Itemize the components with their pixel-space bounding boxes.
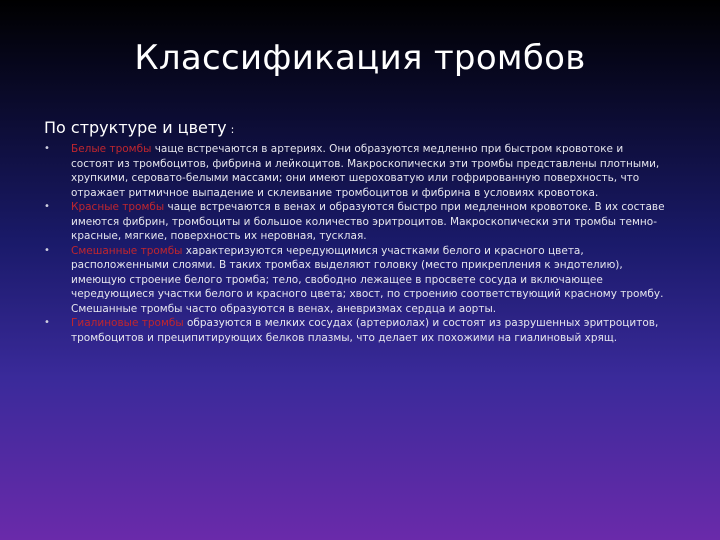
- term-description: характеризуются чередующимися участками белого и красного цвета, расположенными слоями. В таких тромбах выделяют головку (место прикрепления к эндотелию), имеющую строение белого тромба; тело, свободно лежащее в просвете сосуда и включающее чередующиеся участки белого и красного цвета; хвост, по строению соответствующий красному тромбу. Смешанные тромбы часто образуются в венах, аневризмах сердца и аорты.: [71, 244, 664, 315]
- term-description: чаще встречаются в артериях. Они образуются медленно при быстром кровотоке и состоят из тромбоцитов, фибрина и лейкоцитов. Макроскопически эти тромбы представлены плотными, хрупкими, серовато-белыми массами; они имеют шероховатую или гофрированную поверхность, что отражает ритмичное выпадение и склеивание тромбоцитов и фибрина в условиях кровотока.: [71, 143, 660, 199]
- term-label: Красные тромбы: [71, 201, 165, 213]
- bullet-icon: •: [44, 317, 50, 328]
- subtitle-text: По структуре и цвету: [44, 118, 227, 137]
- term-label: Белые тромбы: [71, 143, 152, 155]
- list-item-white-thrombi: [44, 142, 669, 200]
- list-item-mixed-thrombi: [44, 244, 669, 317]
- bullet-icon: •: [44, 244, 50, 256]
- section-subtitle: [44, 118, 234, 137]
- subtitle-colon: :: [230, 123, 235, 136]
- term-description: чаще встречаются в венах и образуются быстро при медленном кровотоке. В их составе имеются фибрин, тромбоциты и большое количество эритроцитов. Макроскопически эти тромбы темно-красные, мягкие, поверхность их неровная, тусклая.: [71, 201, 665, 242]
- bullet-icon: •: [44, 143, 50, 154]
- term-label: Смешанные тромбы: [71, 244, 183, 257]
- list-item-red-thrombi: [44, 200, 669, 244]
- list-item-hyaline-thrombi: [44, 316, 669, 345]
- bullet-list: [44, 142, 669, 345]
- slide-title: Классификация тромбов: [134, 38, 586, 78]
- term-description: образуются в мелких сосудах (артериолах) и состоят из разрушенных эритроцитов, тромбоцитов и преципитирующих белков плазмы, что делает их похожими на гиалиновый хрящ.: [71, 317, 659, 344]
- bullet-icon: •: [44, 201, 50, 212]
- term-label: Гиалиновые тромбы: [71, 317, 184, 329]
